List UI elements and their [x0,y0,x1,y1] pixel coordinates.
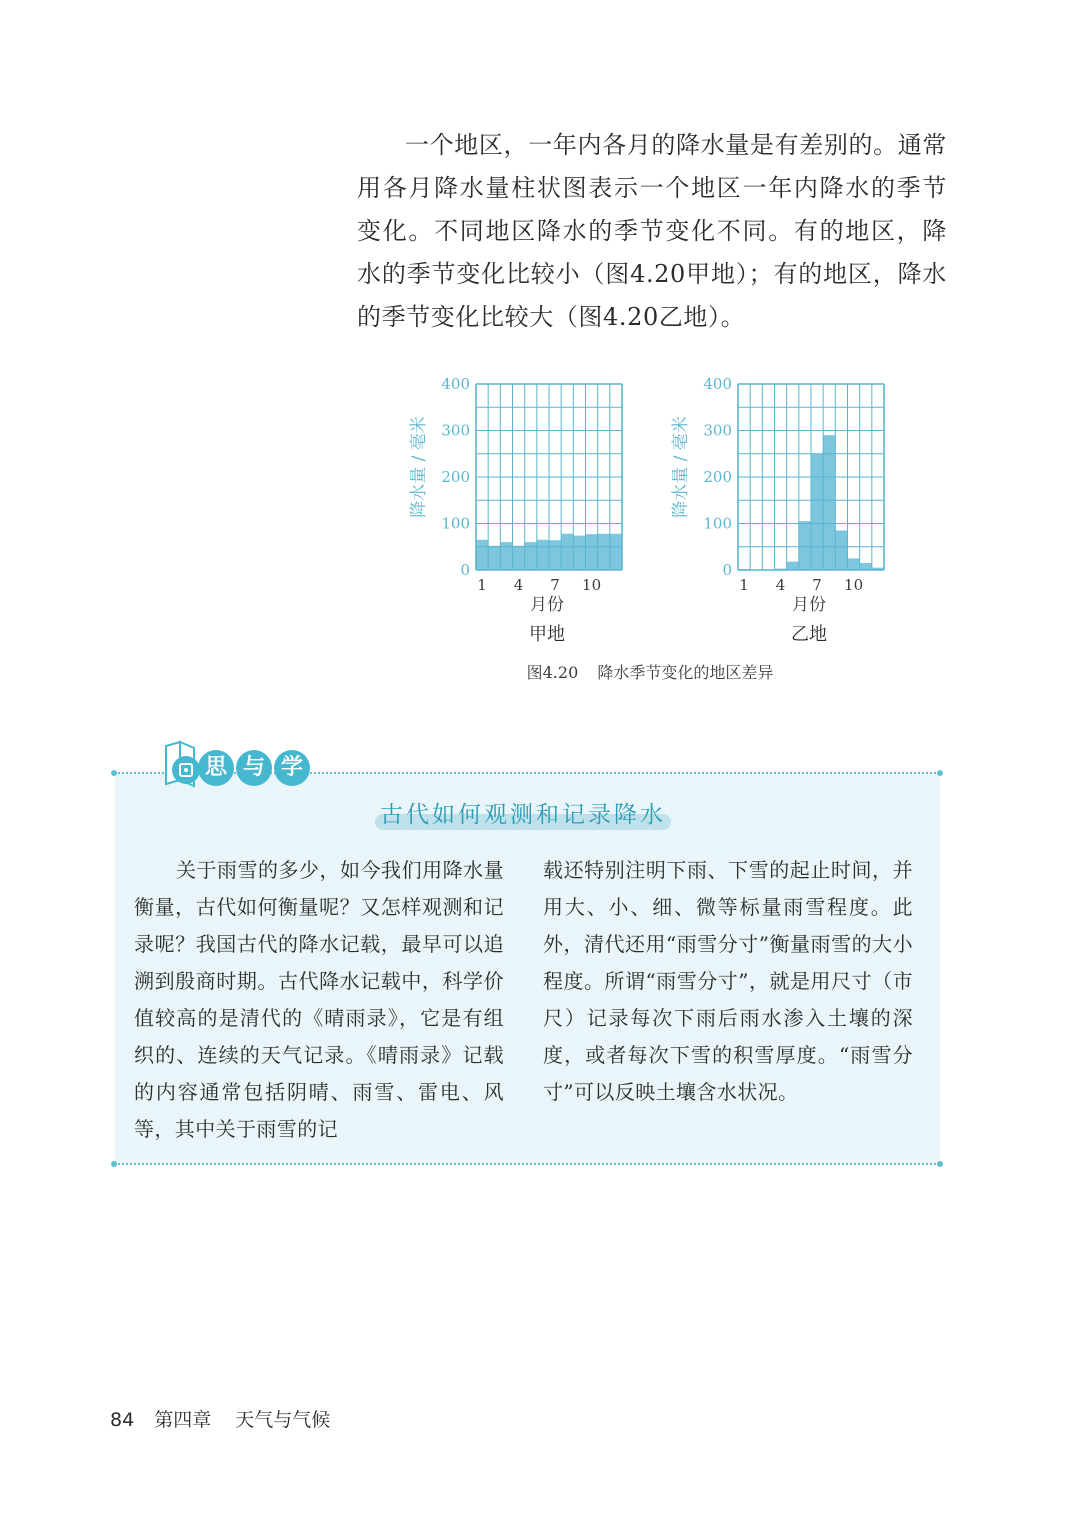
y-tick-label: 100 [703,514,732,533]
bar-0-month-10 [586,534,598,570]
bar-0-month-7 [549,540,561,570]
y-axis-label: 降水量 / 毫米 [409,416,429,518]
bar-1-month-10 [848,558,860,570]
bar-1-month-7 [811,454,823,570]
chapter-title: 天气与气候 [235,1409,331,1431]
bar-1-month-8 [823,435,835,570]
bar-0-month-2 [488,546,500,570]
page-number: 84 [110,1409,135,1431]
bar-0-month-12 [610,534,622,570]
bar-0-month-9 [573,536,585,570]
x-axis-label: 月份 [530,595,564,615]
chapter-number: 第四章 [154,1409,212,1431]
badge-char-think: 思 [198,750,234,786]
x-tick-label: 1 [739,576,749,594]
x-tick-label: 4 [513,576,524,594]
box-left-column: 关于雨雪的多少，如今我们用降水量衡量，古代如何衡量呢？又怎样观测和记录呢？我国古代的降水记载，最早可以追溯到殷商时期。古代降水记载中，科学价值较高的是清代的《晴雨录》，它是有组织的、连续的天气记录。《晴雨录》记载的内容通常包括阴晴、雨雪、雷电、风等，其中关于雨雪的记 [134,858,504,1141]
box-title: 古代如何观测和记录降水 [380,802,666,828]
badge-char-and: 与 [236,750,272,786]
x-tick-label: 10 [582,576,602,594]
box-right-column: 载还特别注明下雨、下雪的起止时间，并用大、小、细、微等标量雨雪程度。此外，清代还用“雨雪分寸”衡量雨雪的大小程度。所谓“雨雪分寸”，就是用尺寸（市尺）记录每次下雨后雨水渗入土壤的深度，或者每次下雪的积雪厚度。“雨雪分寸”可以反映土壤含水状况。 [543,858,913,1104]
figure-title: 降水季节变化的地区差异 [597,663,774,682]
divider-dot [111,770,117,776]
bar-1-month-9 [835,530,847,570]
bar-1-month-11 [860,563,872,570]
y-tick-label: 100 [441,514,470,533]
divider-dot [937,770,943,776]
bar-1-month-5 [787,562,799,570]
bar-0-month-11 [598,534,610,570]
x-axis-label: 月份 [792,595,826,615]
figure-caption [420,660,880,683]
think-learn-badge [160,740,320,790]
box-bottom-divider [115,1163,940,1165]
x-tick-label: 7 [812,576,822,594]
bar-0-month-4 [513,546,525,570]
x-tick-label: 10 [844,576,864,594]
x-tick-label: 4 [775,576,786,594]
x-tick-label: 1 [477,576,487,594]
y-tick-label: 0 [722,561,732,579]
intro-paragraph: 一个地区，一年内各月的降水量是有差别的。通常用各月降水量柱状图表示一个地区一年内降水的季节变化。不同地区降水的季节变化不同。有的地区，降水的季节变化比较小（图4.20甲地）；有的地区，降水的季节变化比较大（图4.20乙地）。 [357,131,947,331]
y-tick-label: 0 [460,561,470,579]
divider-dot [111,1161,117,1167]
y-tick-label: 300 [703,421,732,440]
y-tick-label: 400 [441,375,470,393]
y-tick-label: 400 [703,375,732,393]
page-footer [110,1405,330,1432]
y-tick-label: 200 [703,468,732,486]
bar-0-month-8 [561,534,573,570]
x-tick-label: 7 [550,576,560,594]
y-tick-label: 200 [441,468,470,486]
bar-1-month-6 [799,521,811,570]
chart-title: 乙地 [791,624,827,645]
bar-0-month-1 [476,540,488,570]
divider-dot [937,1161,943,1167]
bar-0-month-6 [537,540,549,570]
chart-title: 甲地 [529,624,565,645]
y-tick-label: 300 [441,421,470,440]
y-axis-label: 降水量 / 毫米 [671,416,691,518]
badge-char-learn: 学 [274,750,310,786]
figure-number: 图4.20 [526,663,579,682]
precipitation-charts [400,368,900,648]
